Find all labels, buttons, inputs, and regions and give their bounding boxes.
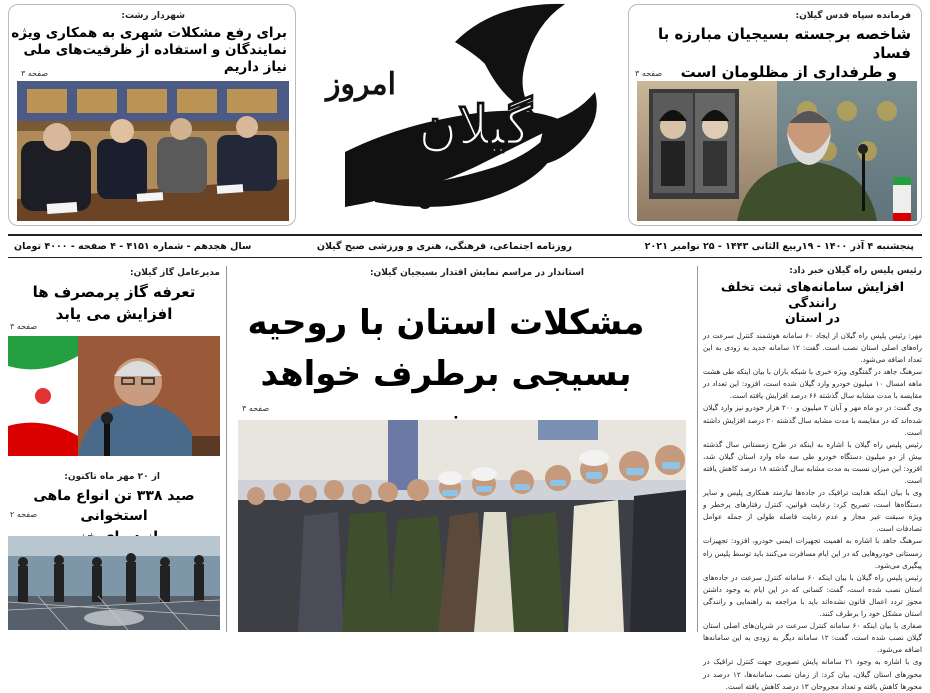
paper-description: روزنامه اجتماعی، فرهنگی، هنری و ورزشی صبح گیلان (316, 241, 572, 252)
body-paragraph: رئیس پلیس راه گیلان با بیان اینکه ۶۰ سامانه کنترل سرعت در جاده‌های استان نصب شده است، گفت: کسانی که در این ایام به وجود داشتن مجوز تردد اعمال قانون نشده‌اند باید با مراجعه به راهنمایی و رانندگی استان مشکل خود را برطرف کنند. (703, 572, 922, 619)
fishermen-photo (8, 536, 220, 630)
top-right-headline[interactable] (633, 25, 911, 81)
right-column-body (703, 330, 922, 693)
top-left-headline-line2: نمایندگان و استفاده از ظرفیت‌های ملی نیاز داریم (23, 41, 287, 75)
gas-story-headline-line2: افزایش می یابد (55, 304, 173, 323)
top-left-page-ref: صفحه ۳ (21, 69, 49, 78)
fish-catch-story[interactable] (8, 472, 220, 632)
masthead[interactable] (305, 2, 621, 228)
top-left-story[interactable] (8, 4, 296, 226)
logo-main-text: گیلان (418, 93, 532, 157)
top-right-headline-line2: و طرفداری از مظلومان است (680, 62, 897, 81)
body-paragraph: وی با اشاره به وجود ۲۱ سامانه پایش تصویری جهت کنترل ترافیک در محورهای استان گیلان، بیان کرد: از زمان نصب سامانه‌ها، ۱۲ درصد در محورها کاهش یافته و تعداد مجروحان ۱۳ درصد کاهش یافته است. (703, 657, 922, 691)
masthead-logo (305, 2, 621, 228)
top-right-headline-line1: شاخصه برجسته بسیجیان مبارزه با فساد (657, 25, 911, 62)
top-right-kicker: فرمانده سپاه قدس گیلان: (795, 11, 911, 21)
top-left-headline-line1: برای رفع مشکلات شهری به همکاری ویژه (11, 25, 287, 41)
body-paragraph: صفاری با بیان اینکه ۶۰ سامانه کنترل سرعت در شریان‌های اصلی استان گیلان نصب شده است، گفت: ۱۲ سامانه دیگر به زودی به این سامانه‌ها اضافه می‌شود. (703, 621, 922, 655)
right-column-headline-line1: افزایش سامانه‌های ثبت تخلف رانندگی (720, 279, 905, 310)
column-divider-left (226, 266, 227, 632)
gas-story-page-ref: صفحه ۳ (10, 322, 38, 331)
gas-story-kicker: مدیرعامل گاز گیلان: (130, 268, 220, 278)
gas-story-headline[interactable] (8, 282, 220, 326)
meeting-photo (17, 81, 289, 221)
column-divider-right (697, 266, 698, 632)
body-paragraph: سرهنگ جاهد در گفتگوی ویژه خبری با شبکه باران با بیان اینکه طی هشت ماهه امسال ۱۰ میلیون خودرو وارد گیلان شده است، افزود: این تعداد در مقایسه با مدت مشابه سال گذشته ۶۶ درصد افزایش یافته است. (703, 367, 922, 401)
fish-story-headline-line1: صید ۳۳۸ تن انواع ماهی استخوانی (33, 488, 195, 525)
center-lead-story[interactable] (232, 266, 692, 632)
ceremony-photo (238, 420, 686, 632)
gas-story-headline-line1: تعرفه گاز پرمصرف ها (32, 283, 196, 301)
right-column-story[interactable] (703, 266, 923, 691)
top-left-kicker: شهردار رشت: (121, 11, 185, 21)
center-page-ref: صفحه ۳ (242, 404, 270, 413)
info-bar (8, 234, 922, 258)
top-right-story[interactable] (628, 4, 922, 226)
commander-photo (637, 81, 917, 221)
right-column-headline[interactable] (703, 279, 922, 326)
fish-story-page-ref: صفحه ۲ (10, 510, 38, 519)
right-column-headline-line2: در استان (784, 310, 840, 326)
body-paragraph: رئیس پلیس راه گیلان با اشاره به اینکه در طرح زمستانی سال گذشته بیش از دو میلیون دستگاه خودرو طی سه ماه وارد استان گیلان شد، افزود: این میزان نسبت به مدت مشابه سال گذشته ۱۸ درصد کاهش یافته است. (703, 439, 922, 485)
top-right-page-ref: صفحه ۳ (635, 69, 663, 78)
issue-date: پنجشنبه ۴ آذر ۱۴۰۰ - ۱۹ربیع الثانی ۱۴۴۳ - ۲۵ نوامبر ۲۰۲۱ (644, 241, 914, 252)
center-kicker: استاندار در مراسم نمایش اقتدار بسیجیان گیلان: (369, 268, 584, 278)
body-paragraph: وی با بیان اینکه هدایت ترافیک در جاده‌ها نیازمند همکاری پلیس و سایر دستگاه‌ها است، تصریح کرد: رعایت قوانین، کنترل رفتارهای پرخطر و ویژه سبقت غیر مجاز و عدم رعایت فاصله طولی از جمله عوامل تصادفات است. (703, 488, 922, 534)
logo-small-text: امروز (326, 67, 396, 102)
center-headline-line1: مشکلات استان با روحیه (247, 303, 645, 343)
center-headline-line2: بسیجی برطرف خواهد (260, 354, 632, 394)
right-column-kicker: رئیس پلیس راه گیلان خبر داد: (789, 266, 922, 276)
body-paragraph: وی گفت: در دو ماه مهر و آبان ۲ میلیون و ۲۰۰ هزار خودرو نیز وارد گیلان شده‌اند که در مقایسه با مدت مشابه سال گذشته ۲۰ درصد افزایش داشته است. (703, 403, 923, 437)
body-paragraph: مهر: رئیس پلیس راه گیلان از ایجاد ۶۰ سامانه هوشمند کنترل سرعت در راه‌های اصلی استان نصب است. گفت: ۱۲ سامانه جدید به زودی به این تعداد اضافه می‌شود. (703, 330, 922, 365)
fish-story-kicker: از ۲۰ مهر ماه تاکنون: (64, 472, 160, 482)
issue-info: سال هجدهم - شماره ۴۱۵۱ - ۴ صفحه - ۴۰۰۰ تومان (14, 241, 252, 252)
left-column (8, 266, 220, 632)
top-left-headline[interactable] (11, 25, 287, 76)
body-paragraph: سرهنگ جاهد با اشاره به اهمیت تجهیزات ایمنی خودرو، افزود: تجهیزات زمستانی خودروهایی که در این ایام مسافرت می‌کنند باید توسط پلیس راه پیگیری می‌شود. (703, 536, 922, 570)
gas-ceo-photo (8, 336, 220, 456)
gas-tariff-story[interactable] (8, 266, 220, 462)
